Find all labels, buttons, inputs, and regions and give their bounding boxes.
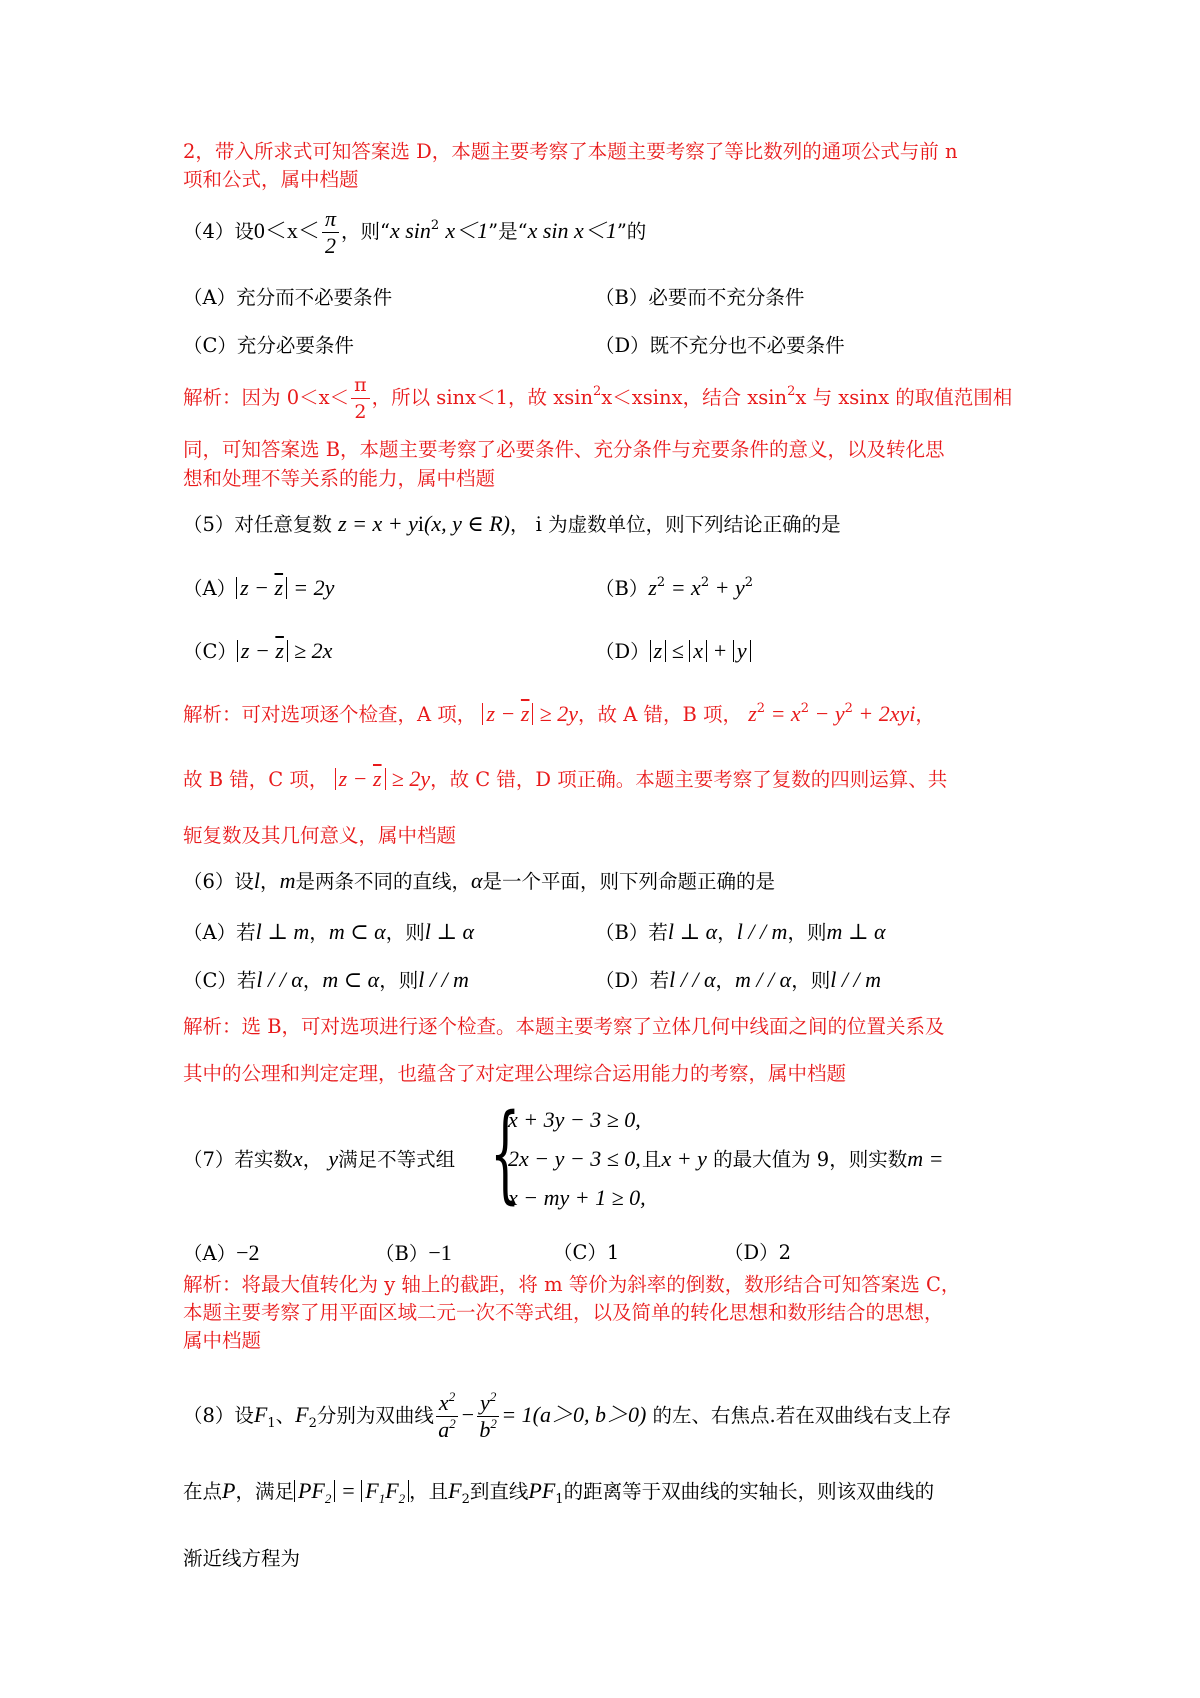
option-a: （A）若l ⊥ m，m ⊂ α，则l ⊥ α: [183, 919, 475, 944]
inequality-1: x + 3y − 3 ≥ 0,: [508, 1107, 641, 1132]
question-8-stem: （8）设$F_1$、$F_2$分别为双曲线 $\frac{x^2}{a^2}$ − $\frac{y^2}{b^2}$ = 1(a＞0, b＞0) 的左、右焦点.若在双曲线右支上存: [183, 1389, 952, 1442]
analysis-q4: 解析：因为 0＜x＜ $\frac{\pi}{2}$ ，所以 sinx＜1，故 xsin$^2$x＜xsinx，结合 xsin$^2$x 与 xsinx 的取值范围相: [183, 374, 1013, 423]
inequality-3: x − my + 1 ≥ 0,: [508, 1185, 646, 1210]
question-6-stem: （6）设l，m是两条不同的直线，α是一个平面，则下列命题正确的是: [183, 868, 776, 893]
analysis-q7: 解析：将最大值转化为 y 轴上的截距，将 m 等价为斜率的倒数，数形结合可知答案选 C，: [183, 1273, 961, 1296]
option-d: （D）既不充分也不必要条件: [595, 334, 845, 357]
system-brace: {: [490, 1091, 521, 1214]
analysis-q5: 解析：可对选项逐个检查，A 项， $z - \overline{z} \ge 2y$，故 A 错，B 项， $z^2 = x^2 - y^2 + 2xyi$，: [183, 701, 935, 726]
inequality-2: 2x − y − 3 ≤ 0,: [508, 1146, 641, 1171]
option-a: （A）充分而不必要条件: [183, 286, 393, 309]
option-b: （B）必要而不充分条件: [595, 286, 805, 309]
option-b: （B）若l ⊥ α，l / / m，则m ⊥ α: [595, 919, 886, 944]
analysis-line: 想和处理不等关系的能力，属中档题: [183, 467, 496, 490]
option-d: （D） z ≤ x + y: [595, 638, 751, 665]
option-b: （B）−1: [375, 1240, 452, 1265]
option-d: （D）若l / / α，m / / α，则l / / m: [595, 967, 881, 992]
analysis-line: 属中档题: [183, 1329, 262, 1352]
analysis-line: 轭复数及其几何意义，属中档题: [183, 824, 457, 847]
option-b: $(B)z^2 = x^2 + y^2$: [595, 575, 753, 600]
question-8-line2: 在点P，满足 $PF_2 = F_1F_2$ ，且$F_2$到直线$PF_1$的距离等于双曲线的实轴长，则该双曲线的: [183, 1478, 935, 1507]
question-8-line3: 渐近线方程为: [183, 1547, 301, 1570]
question-7-condition: 且x + y 的最大值为 9，则实数m =: [642, 1146, 944, 1171]
analysis-line: 本题主要考察了用平面区域二元一次不等式组，以及简单的转化思想和数形结合的思想，: [183, 1301, 944, 1324]
question-4-stem: （4）设0＜x＜ $\frac{\pi}{2}$ ，则“x $\sin^2 x<1$”是“x sin x＜1”的: [183, 206, 647, 258]
option-a: （A） $z - \overline{z} = 2y$: [183, 575, 335, 600]
option-c: （C）1: [553, 1241, 620, 1264]
option-a: （A）−2: [183, 1240, 260, 1265]
analysis-line: 同，可知答案选 B，本题主要考察了必要条件、充分条件与充要条件的意义，以及转化思: [183, 438, 945, 461]
analysis-line: 其中的公理和判定定理，也蕴含了对定理公理综合运用能力的考察，属中档题: [183, 1062, 847, 1085]
option-c: （C） $z - \overline{z} \ge 2x$: [183, 638, 333, 663]
question-7-stem: （7）若实数x， y满足不等式组: [183, 1146, 456, 1171]
analysis-q6: 解析：选 B，可对选项进行逐个检查。本题主要考察了立体几何中线面之间的位置关系及: [183, 1015, 945, 1038]
answer-line: 2，带入所求式可知答案选 D，本题主要考察了本题主要考察了等比数列的通项公式与前 n: [183, 140, 958, 163]
option-d: （D）2: [724, 1241, 792, 1264]
analysis-line: 故 B 错，C 项， $z - \overline{z} \ge 2y$，故 C 错，D 项正确。本题主要考察了复数的四则运算、共: [183, 766, 948, 791]
option-c: （C）若l / / α，m ⊂ α，则l / / m: [183, 967, 469, 992]
answer-line: 项和公式，属中档题: [183, 168, 359, 191]
option-c: （C）充分必要条件: [183, 334, 354, 357]
question-5-stem: （5）对任意复数 z = x + yi(x, y ∈ R)， i 为虚数单位，则下列结论正确的是: [183, 511, 841, 536]
